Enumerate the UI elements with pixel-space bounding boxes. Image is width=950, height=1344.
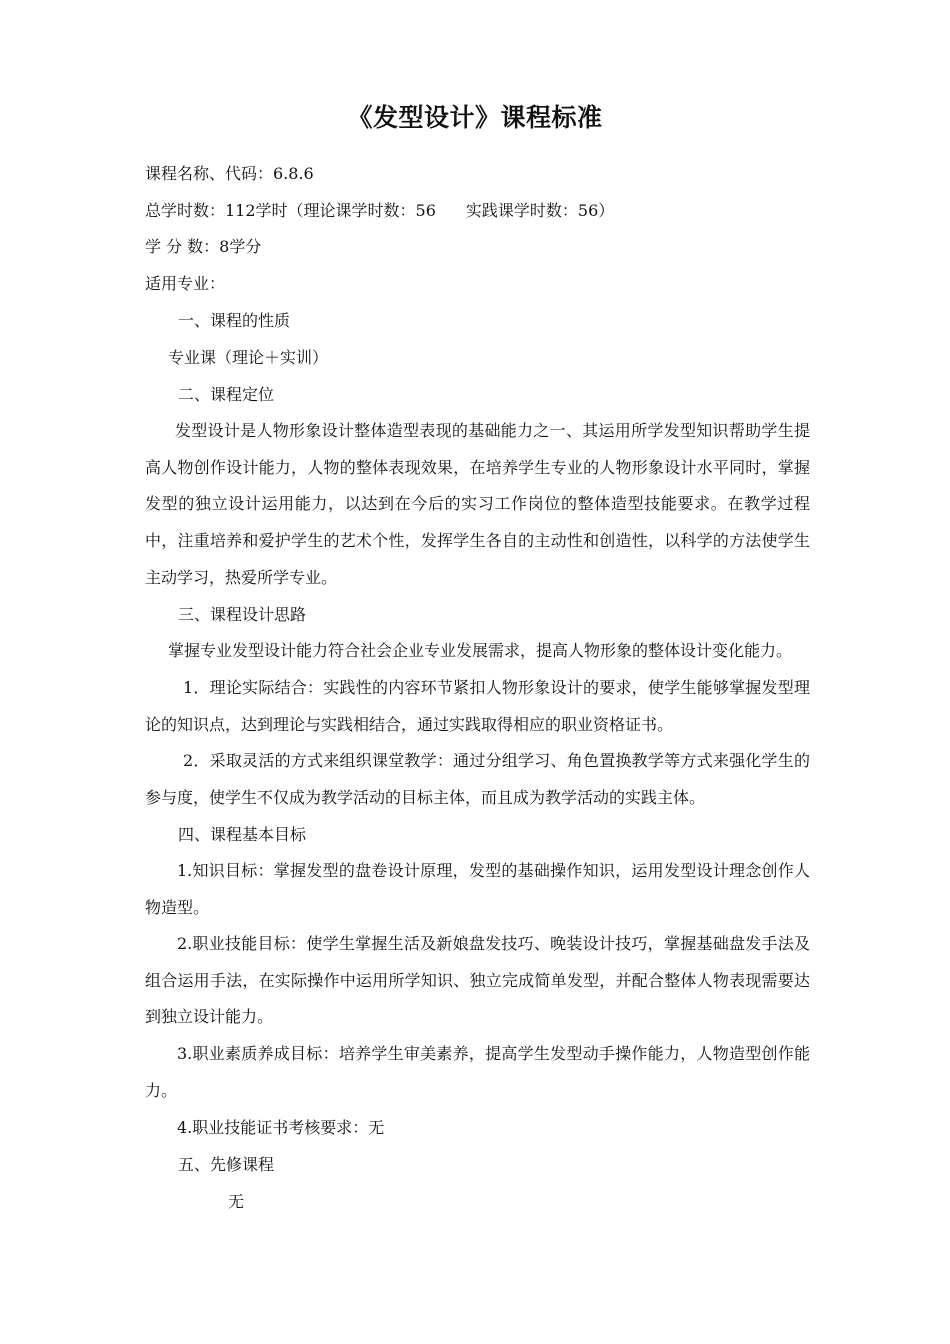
section-4-item-1: 1.知识目标：掌握发型的盘卷设计原理，发型的基础操作知识，运用发型设计理念创作人物造型。	[145, 861, 810, 917]
section-4-heading: 四、课程基本目标	[178, 825, 307, 844]
section-3-item-1: 1．理论实际结合：实践性的内容环节紧扣人物形象设计的要求，使学生能够掌握发型理论的知识点，达到理论与实践相结合，通过实践取得相应的职业资格证书。	[145, 678, 810, 734]
section-1-heading: 一、课程的性质	[178, 311, 291, 330]
section-4-item-3: 3.职业素质养成目标：培养学生审美素养，提高学生发型动手操作能力，人物造型创作能力。	[145, 1044, 810, 1100]
applicable-major: 适用专业：	[145, 274, 226, 293]
document-title: 《发型设计》课程标准	[347, 103, 603, 132]
section-3-heading: 三、课程设计思路	[178, 605, 307, 624]
credits: 学 分 数：8学分	[145, 237, 262, 256]
practice-hours: 实践课学时数：56）	[465, 201, 615, 220]
section-2-paragraph: 发型设计是人物形象设计整体造型表现的基础能力之一、其运用所学发型知识帮助学生提高人物创作设计能力，人物的整体表现效果，在培养学生专业的人物形象设计水平同时，掌握发型的独立设计运用能力，以达到在今后的实习工作岗位的整体造型技能要求。在教学过程中，注重培养和爱护学生的艺术个性，发挥学生各自的主动性和创造性，以科学的方法使学生主动学习，热爱所学专业。	[145, 421, 810, 587]
hours-line	[145, 200, 614, 222]
section-3-item-2: 2．采取灵活的方式来组织课堂教学：通过分组学习、角色置换教学等方式来强化学生的参与度，使学生不仅成为教学活动的目标主体，而且成为教学活动的实践主体。	[145, 751, 810, 807]
section-4-item-4: 4.职业技能证书考核要求：无	[177, 1118, 385, 1137]
section-5-text: 无	[228, 1192, 245, 1211]
course-name-code: 课程名称、代码：6.8.6	[145, 164, 314, 183]
section-2-heading: 二、课程定位	[178, 385, 275, 404]
section-4-item-2: 2.职业技能目标：使学生掌握生活及新娘盘发技巧、晚装设计技巧，掌握基础盘发手法及组合运用手法，在实际操作中运用所学知识、独立完成简单发型，并配合整体人物表现需要达到独立设计能力。	[145, 934, 810, 1027]
section-1-text: 专业课（理论＋实训）	[168, 348, 329, 367]
total-hours: 总学时数：112学时（理论课学时数：56	[145, 201, 436, 220]
section-5-heading: 五、先修课程	[178, 1155, 275, 1174]
section-3-intro: 掌握专业发型设计能力符合社会企业专业发展需求，提高人物形象的整体设计变化能力。	[168, 641, 793, 660]
